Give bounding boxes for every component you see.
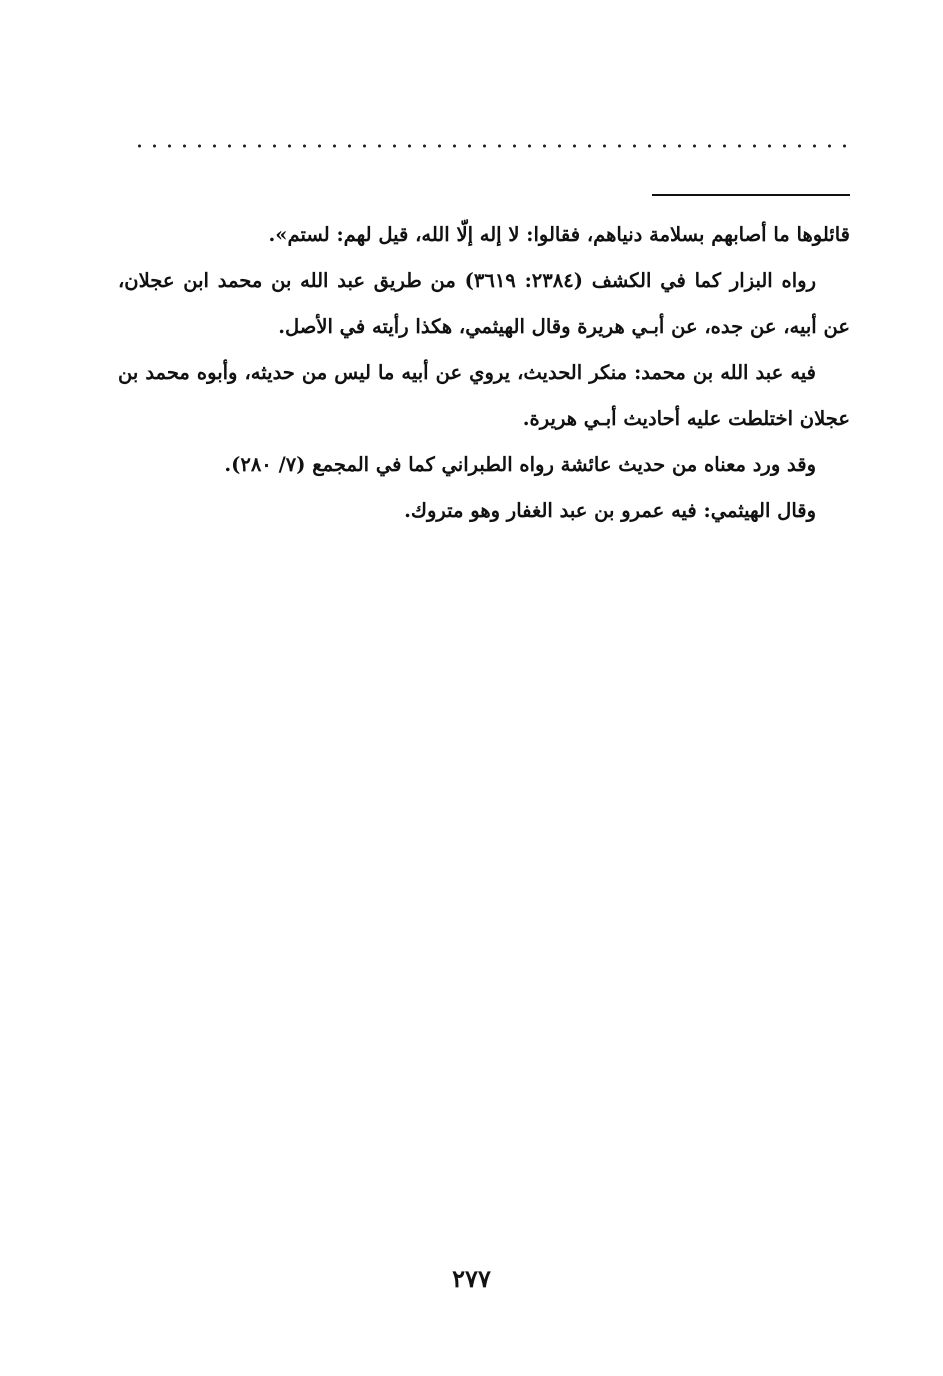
footnote-paragraph: وقد ورد معناه من حديث عائشة رواه الطبراني كما في المجمع (٧/ ٢٨٠). [224,453,816,476]
footnote-paragraph: رواه البزار كما في الكشف (٢٣٨٤: ٣٦١٩) من طريق عبد الله بن محمد ابن عجلان، عن أبيه، عن جده، عن أبـي هريرة وقال الهيثمي، هكذا رأيته في الأصل. [118,269,850,338]
footnote-paragraph: قائلوها ما أصابهم بسلامة دنياهم، فقالوا: لا إله إلّا الله، قيل لهم: لستم». [268,223,850,246]
dotted-separator [132,144,848,148]
page-number: ٢٧٧ [452,1264,491,1293]
footnote-rule [652,194,850,196]
footnote-paragraph: فيه عبد الله بن محمد: منكر الحديث، يروي عن أبيه ما ليس من حديثه، وأبوه محمد بن عجلان اختلطت عليه أحاديث أبـي هريرة. [118,361,850,430]
footnote-paragraph: وقال الهيثمي: فيه عمرو بن عبد الغفار وهو متروك. [404,499,816,522]
footnote-section [118,212,850,534]
